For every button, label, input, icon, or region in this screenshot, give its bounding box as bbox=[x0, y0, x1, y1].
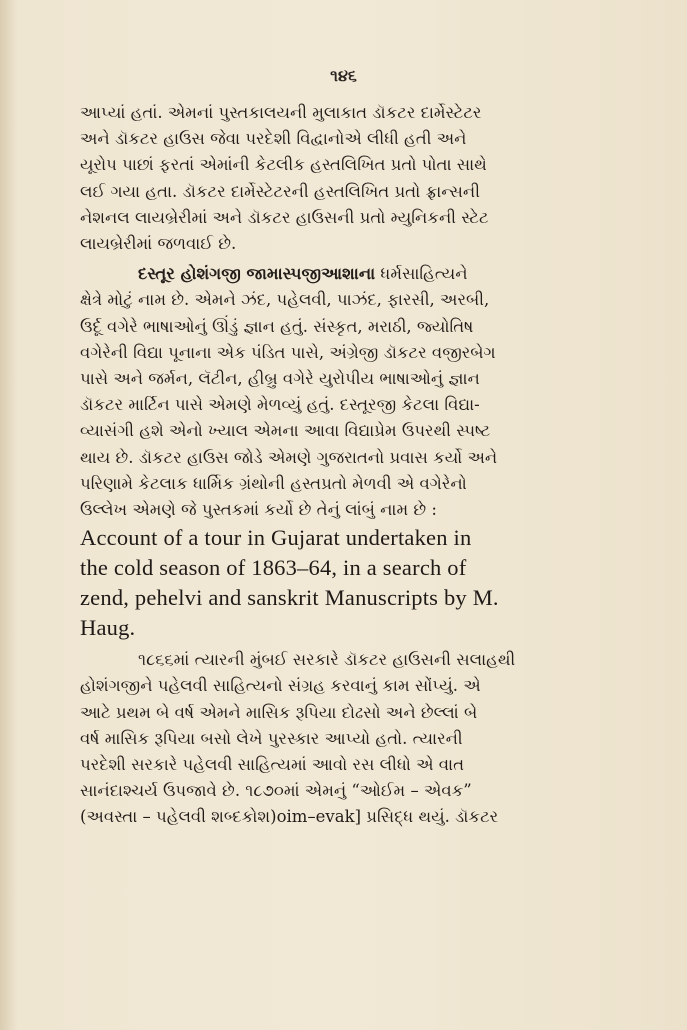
text-line: લઈ ગયા હતા. ડૉકટર દાર્મેસ્ટેટરની હસ્તલિખિત પ્રતો ફ્રાન્સની bbox=[80, 181, 480, 201]
person-name: દસ્તૂર હોશંગજી જામાસ્પજીઆશાના bbox=[138, 264, 376, 284]
text-line: વગેરેની વિદ્યા પૂનાના એક પંડિત પાસે, અંગ્રેજી ડૉકટર વજીરબેગ bbox=[80, 342, 496, 362]
text-line: પાસે અને જર્મન, લૅટીન, હીબ્રુ વગેરે યુરોપીય ભાષાઓનું જ્ઞાન bbox=[80, 369, 480, 389]
text-line: હોશંગજીને પહેલવી સાહિત્યનો સંગ્રહ કરવાનું કામ સોંપ્યું. એ bbox=[80, 676, 481, 696]
text-line: લાયબ્રેરીમાં જળવાઈ છે. bbox=[80, 234, 237, 254]
text-line: Account of a tour in Gujarat undertaken in bbox=[80, 525, 472, 551]
text-line: zend, pehelvi and sanskrit Manuscripts by M. bbox=[80, 585, 499, 611]
text-line: પરિણામે કેટલાક ધાર્મિક ગ્રંથોની હસ્તપ્રતો મેળવી એ વગેરેનો bbox=[80, 473, 467, 493]
text-line: (અવસ્તા – પહેલવી શબ્દકોશ)oim–evak] પ્રસિદ્ધ થયું. ડૉકટર bbox=[80, 807, 499, 827]
paragraph-2 bbox=[80, 261, 628, 523]
paragraph-1 bbox=[80, 100, 628, 257]
page-number: ૧૪૬ bbox=[330, 66, 357, 85]
text-line: ઉલ્લેખ એમણે જે પુસ્તકમાં કર્યો છે તેનું લાંબું નામ છે : bbox=[80, 500, 437, 520]
text-line bbox=[80, 261, 628, 287]
text-line: નેશનલ લાયબ્રેરીમાં અને ડૉકટર હાઉસની પ્રતો મ્યુનિકની સ્ટેટ bbox=[80, 207, 489, 227]
text-line: વ્યાસંગી હશે એનો ખ્યાલ એમના આવા વિદ્યાપ્રેમ ઉપરથી સ્પષ્ટ bbox=[80, 421, 491, 441]
text-line: થાય છે. ડૉકટર હાઉસ જોડે એમણે ગુજરાતનો પ્રવાસ કર્યો અને bbox=[80, 447, 498, 467]
paragraph-3 bbox=[80, 647, 628, 830]
text-line: Haug. bbox=[80, 615, 136, 641]
text-line: આપ્યાં હતાં. એમનાં પુસ્તકાલયની મુલાકાત ડૉકટર દાર્મેસ્ટેટર bbox=[80, 103, 482, 122]
page-body bbox=[80, 100, 628, 831]
text-line: ક્ષેત્રે મોટું નામ છે. એમને ઝંદ, પહેલવી, પાઝંદ, ફારસી, અરબી, bbox=[80, 290, 490, 310]
text-line: વર્ષ માસિક રૂપિયા બસો લેખે પુરસ્કાર આપ્યો હતો. ત્યારની bbox=[80, 728, 463, 748]
text-line: પરદેશી સરકારે પહેલવી સાહિત્યમાં આવો રસ લીધો એ વાત bbox=[80, 755, 465, 775]
text-line: ઉર્દૂ વગેરે ભાષાઓનું ઊંડું જ્ઞાન હતું. સંસ્કૃત, મરાઠી, જ્યોતિષ bbox=[80, 316, 474, 336]
text-line: the cold season of 1863–64, in a search of bbox=[80, 555, 467, 581]
text-line: અને ડૉકટર હાઉસ જેવા પરદેશી વિદ્વાનોએ લીધી હતી અને bbox=[80, 129, 467, 149]
english-book-title bbox=[80, 523, 628, 643]
text-line: યૂરોપ પાછાં ફરતાં એમાંની કેટલીક હસ્તલિખિત પ્રતો પોતા સાથે bbox=[80, 155, 487, 175]
text-line: ડૉકટર માર્ટિન પાસે એમણે મેળવ્યું હતું. દસ્તૂરજી કેટલા વિદ્યા- bbox=[80, 395, 480, 415]
text-line: ૧૮૬૬માં ત્યારની મુંબઈ સરકારે ડૉકટર હાઉસની સલાહથી bbox=[138, 650, 516, 670]
text-line: સાનંદાશ્ચર્ય ઉપજાવે છે. ૧૮૭૦માં એમનું “ઓઈમ – એવક” bbox=[80, 781, 472, 801]
text-fragment: ધર્મસાહિત્યને bbox=[375, 264, 468, 284]
text-line: આટે પ્રથમ બે વર્ષ એમને માસિક રૂપિયા દોઢસો અને છેલ્લાં બે bbox=[80, 702, 478, 722]
